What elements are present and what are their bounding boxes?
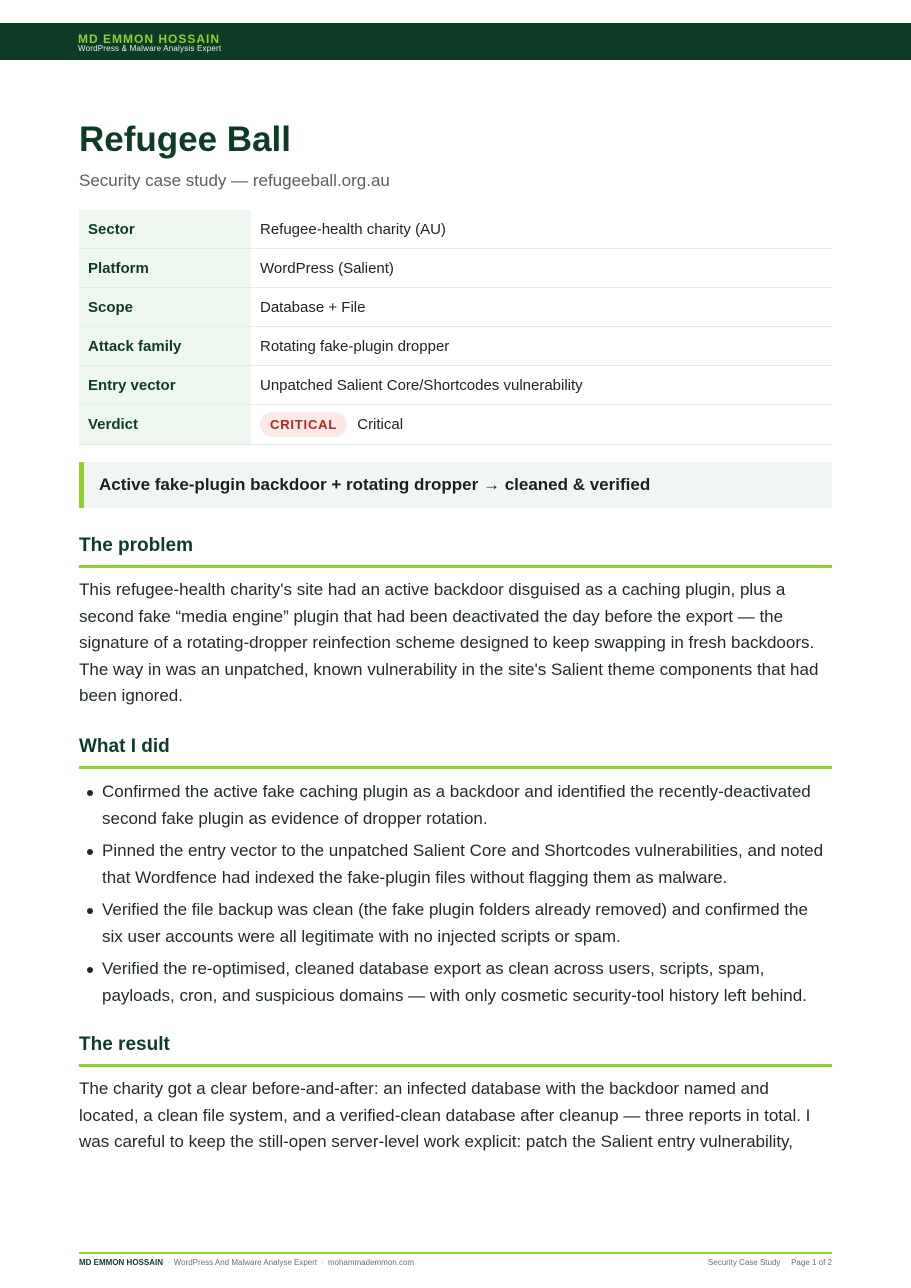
footer-name: MD EMMON HOSSAIN <box>79 1258 163 1267</box>
footer-role: WordPress And Malware Analyse Expert <box>173 1258 318 1267</box>
footer-right <box>708 1258 832 1267</box>
fact-value: Database + File <box>251 288 832 327</box>
list-item: Confirmed the active fake caching plugin as a backdoor and identified the recently-deactivated second fake plugin as evidence of dropper rotation. <box>102 779 832 832</box>
verdict-text: Critical <box>357 416 404 433</box>
footer-doc: Security Case Study <box>707 1258 781 1267</box>
summary-callout: Active fake-plugin backdoor + rotating dropper → cleaned & verified <box>79 462 832 508</box>
actions-list <box>79 779 832 1015</box>
fact-value-verdict <box>251 405 832 445</box>
fact-label: Sector <box>79 210 251 249</box>
header-bar <box>0 23 911 60</box>
fact-value: Rotating fake-plugin dropper <box>251 327 832 366</box>
page-title: Refugee Ball <box>79 120 291 159</box>
table-row <box>79 249 832 288</box>
problem-text: This refugee-health charity's site had an active backdoor disguised as a caching plugin, plus a second fake “media engine” plugin that had been deactivated the day before the export — the signature of a rotating-dropper reinfection scheme designed to keep swapping in fresh backdoors. The way in was an unpatched, known vulnerability in the site's Salient theme components that had been ignored. <box>79 580 819 705</box>
table-row <box>79 288 832 327</box>
fact-label: Attack family <box>79 327 251 366</box>
table-row <box>79 405 832 445</box>
brand-tagline: WordPress & Malware Analysis Expert <box>78 44 222 53</box>
result-text: The charity got a clear before-and-after: an infected database with the backdoor named and located, a clean file system, and a verified-clean database after cleanup — three reports in total. I was careful to keep the still-open server-level work explicit: patch the Salient entry vulnerability, <box>79 1079 811 1151</box>
table-row <box>79 366 832 405</box>
critical-badge: CRITICAL <box>260 412 347 437</box>
what-i-did-heading: What I did <box>79 736 832 769</box>
list-item: Verified the file backup was clean (the fake plugin folders already removed) and confirmed the six user accounts were all legitimate with no injected scripts or spam. <box>102 897 832 950</box>
fact-value: Unpatched Salient Core/Shortcodes vulnerability <box>251 366 832 405</box>
fact-value: Refugee-health charity (AU) <box>251 210 832 249</box>
footer-separator: · <box>167 1258 170 1267</box>
table-row <box>79 210 832 249</box>
fact-value: WordPress (Salient) <box>251 249 832 288</box>
footer-separator: · <box>321 1258 324 1267</box>
fact-label: Platform <box>79 249 251 288</box>
list-item: Verified the re-optimised, cleaned database export as clean across users, scripts, spam, payloads, cron, and suspicious domains — with only cosmetic security-tool history left behind. <box>102 956 832 1009</box>
page-subtitle: Security case study — refugeeball.org.au <box>79 171 390 190</box>
problem-heading: The problem <box>79 535 832 568</box>
footer-page: Page 1 of 2 <box>791 1258 832 1267</box>
fact-label: Scope <box>79 288 251 327</box>
fact-label: Entry vector <box>79 366 251 405</box>
page-footer <box>79 1252 832 1267</box>
facts-table <box>79 210 832 445</box>
result-heading: The result <box>79 1034 832 1067</box>
list-item: Pinned the entry vector to the unpatched Salient Core and Shortcodes vulnerabilities, and noted that Wordfence had indexed the fake-plugin files without flagging them as malware. <box>102 838 832 891</box>
brand-name: MD EMMON HOSSAIN <box>78 32 220 46</box>
table-row <box>79 327 832 366</box>
footer-site: mohammademmon.com <box>327 1258 415 1267</box>
fact-label: Verdict <box>79 405 251 445</box>
footer-separator: · <box>784 1258 788 1267</box>
